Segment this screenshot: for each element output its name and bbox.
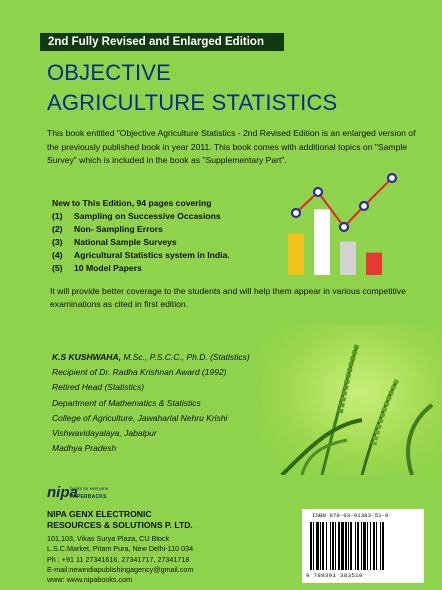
barcode-bar <box>326 522 327 570</box>
list-item-number: (1) <box>52 211 63 221</box>
logo-imprint: PAPERBACKS <box>70 494 107 500</box>
barcode-bar <box>335 522 336 570</box>
barcode-bar <box>376 522 377 570</box>
trend-point <box>360 202 368 210</box>
barcode-digits: 9 789391 383510 <box>306 572 363 579</box>
illustration-bar <box>340 241 356 275</box>
barcode-bar <box>341 522 344 570</box>
barcode-bar <box>345 522 347 570</box>
list-item-text: Non- Sampling Errors <box>74 224 163 234</box>
illustration-bar <box>366 253 382 275</box>
illustration-bar <box>314 209 330 275</box>
author-name-line <box>52 350 250 365</box>
coverage-paragraph: It will provide better coverage to the students and will help them appear in various competitive examinations as cited in first edition. <box>50 286 406 309</box>
list-item-text: Sampling on Successive Occasions <box>74 211 221 221</box>
publisher-name-line-2: RESOURCES & SOLUTIONS P. LTD. <box>47 520 193 530</box>
barcode-bar <box>332 522 334 570</box>
list-item <box>52 262 230 275</box>
author-detail: College of Agriculture, Jawaharlal Nehru Krishi <box>52 412 228 423</box>
author-detail: Recipient of Dr. Radha Krishnan Award (1992) <box>52 367 227 378</box>
trend-point <box>388 174 396 182</box>
list-item <box>52 249 230 262</box>
barcode-bar <box>316 522 319 570</box>
publisher-name <box>47 509 193 531</box>
logo-tagline: books for everyone <box>70 486 109 491</box>
barcode-bar <box>338 522 340 570</box>
trend-line <box>296 178 392 227</box>
barcode-bar <box>380 522 381 570</box>
barcode-bar <box>357 522 359 570</box>
edition-banner: 2nd Fully Revised and Enlarged Edition <box>40 33 284 51</box>
barcode-bar <box>361 522 362 570</box>
author-qualifications: M.Sc., P.S.C.C., Ph.D. (Statistics) <box>120 352 250 362</box>
statistics-illustration <box>280 165 408 280</box>
logo-brand: nipa <box>47 484 78 501</box>
email-line: E-mail:newindiapublishingagency@gmail.com <box>47 564 194 574</box>
illustration-bar <box>288 233 304 275</box>
intro-paragraph: This book entitled "Objective Agriculture Statistics - 2nd Revised Edition is an enlarged version of the previously published book in year 2011. This book comes with additional topics on "Sample Survey" which is included in the book as "Supplementary Part". <box>47 128 416 166</box>
list-item-number: (5) <box>52 263 63 273</box>
barcode-bar <box>330 522 331 570</box>
list-item <box>52 210 230 223</box>
barcode-bar <box>370 522 371 570</box>
isbn-barcode <box>302 509 424 583</box>
publisher-name-line-1: NIPA GENX ELECTRONIC <box>47 509 152 519</box>
barcode-bar <box>367 522 368 570</box>
book-title-line-1: OBJECTIVE <box>47 60 172 85</box>
trend-point <box>314 188 322 196</box>
phone-line: Ph : +91 11 27341616, 27341717, 27341718 <box>47 554 190 564</box>
barcode-bar <box>348 522 349 570</box>
barcode-bar <box>322 522 324 570</box>
author-block <box>52 350 250 456</box>
isbn-text: ISBN 978-93-91383-51-0 <box>312 512 389 519</box>
rice-plant-image <box>262 325 442 475</box>
barcode-bar <box>320 522 321 570</box>
author-detail: Retired Head (Statistics) <box>52 382 145 393</box>
list-item-number: (3) <box>52 237 63 247</box>
list-item-text: Agricultural Statistics system in India. <box>74 250 230 260</box>
website-line: www: www.nipabooks.com <box>47 575 133 585</box>
author-detail: Department of Mathematics & Statistics <box>52 397 201 408</box>
new-edition-heading: New to This Edition, 94 pages covering <box>52 198 212 208</box>
author-detail: Vishwavidayalaya, Jabalpur <box>52 428 157 439</box>
barcode-bar <box>310 522 312 570</box>
list-item-number: (2) <box>52 224 63 234</box>
barcode-bar <box>313 522 314 570</box>
book-title-line-2: AGRICULTURE STATISTICS <box>47 90 338 115</box>
address-line: L.S.C.Market, Pitam Pura, New Delhi-110 034 <box>47 544 194 554</box>
list-item-number: (4) <box>52 250 63 260</box>
barcode-bar <box>363 522 366 570</box>
list-item <box>52 223 230 236</box>
barcode-bar <box>350 522 352 570</box>
list-item-text: National Sample Surveys <box>74 237 177 247</box>
illustration-bars <box>288 209 382 275</box>
trend-point <box>340 223 348 231</box>
trend-point <box>292 209 300 217</box>
address-line: 101,103, Vikas Surya Plaza, CU Block <box>47 534 170 543</box>
new-edition-list <box>52 197 230 275</box>
publisher-logo <box>47 484 117 506</box>
barcode-bar <box>373 522 375 570</box>
barcode-bars <box>310 522 416 572</box>
barcode-bar <box>355 522 356 570</box>
author-detail: Madhya Pradesh <box>52 443 117 454</box>
barcode-bar <box>382 522 384 570</box>
list-item <box>52 236 230 249</box>
publisher-address <box>47 534 193 585</box>
author-name: K.S KUSHWAHA, <box>52 352 121 362</box>
list-item-text: 10 Model Papers <box>74 263 142 273</box>
